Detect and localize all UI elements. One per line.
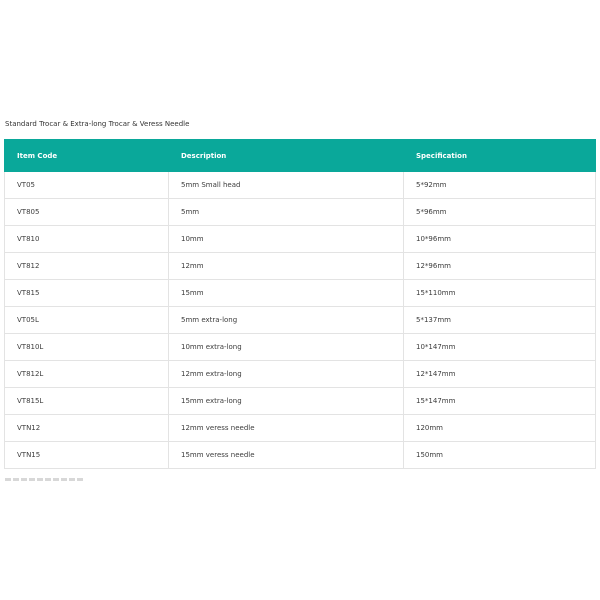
table-row	[5, 253, 596, 280]
item-code-cell: VT812L	[5, 361, 169, 388]
item-code-cell: VT815L	[5, 388, 169, 415]
item-code-cell: VT815	[5, 280, 169, 307]
specification-cell: 120mm	[404, 415, 596, 442]
table-row	[5, 415, 596, 442]
item-code-cell: VT05	[5, 172, 169, 199]
description-cell: 15mm extra-long	[169, 388, 404, 415]
item-code-cell: VT810	[5, 226, 169, 253]
specification-cell: 5*92mm	[404, 172, 596, 199]
description-cell: 15mm	[169, 280, 404, 307]
item-code-cell: VT812	[5, 253, 169, 280]
column-header-specification: Specification	[404, 140, 596, 172]
description-cell: 10mm extra-long	[169, 334, 404, 361]
item-code-cell: VT805	[5, 199, 169, 226]
description-cell: 15mm veress needle	[169, 442, 404, 469]
description-cell: 5mm	[169, 199, 404, 226]
column-header-description: Description	[169, 140, 404, 172]
item-code-cell: VT05L	[5, 307, 169, 334]
table-header-row	[5, 140, 596, 172]
item-code-cell: VTN15	[5, 442, 169, 469]
table-row	[5, 388, 596, 415]
description-cell: 12mm veress needle	[169, 415, 404, 442]
table-row	[5, 334, 596, 361]
table-caption: Standard Trocar & Extra-long Trocar & Veress Needle	[5, 120, 190, 128]
column-header-item-code: Item Code	[5, 140, 169, 172]
specification-cell: 10*147mm	[404, 334, 596, 361]
description-cell: 5mm Small head	[169, 172, 404, 199]
specification-cell: 150mm	[404, 442, 596, 469]
specification-cell: 12*147mm	[404, 361, 596, 388]
item-code-cell: VTN12	[5, 415, 169, 442]
table-row	[5, 172, 596, 199]
description-cell: 5mm extra-long	[169, 307, 404, 334]
item-code-cell: VT810L	[5, 334, 169, 361]
table-row	[5, 280, 596, 307]
specification-cell: 15*147mm	[404, 388, 596, 415]
product-spec-table	[4, 139, 596, 469]
specification-cell: 15*110mm	[404, 280, 596, 307]
table-row	[5, 226, 596, 253]
cropped-footnote-text	[5, 478, 85, 481]
specification-cell: 5*137mm	[404, 307, 596, 334]
specification-cell: 12*96mm	[404, 253, 596, 280]
description-cell: 12mm	[169, 253, 404, 280]
table-row	[5, 361, 596, 388]
specification-cell: 10*96mm	[404, 226, 596, 253]
description-cell: 12mm extra-long	[169, 361, 404, 388]
table-row	[5, 307, 596, 334]
table-row	[5, 199, 596, 226]
table-row	[5, 442, 596, 469]
specification-cell: 5*96mm	[404, 199, 596, 226]
description-cell: 10mm	[169, 226, 404, 253]
